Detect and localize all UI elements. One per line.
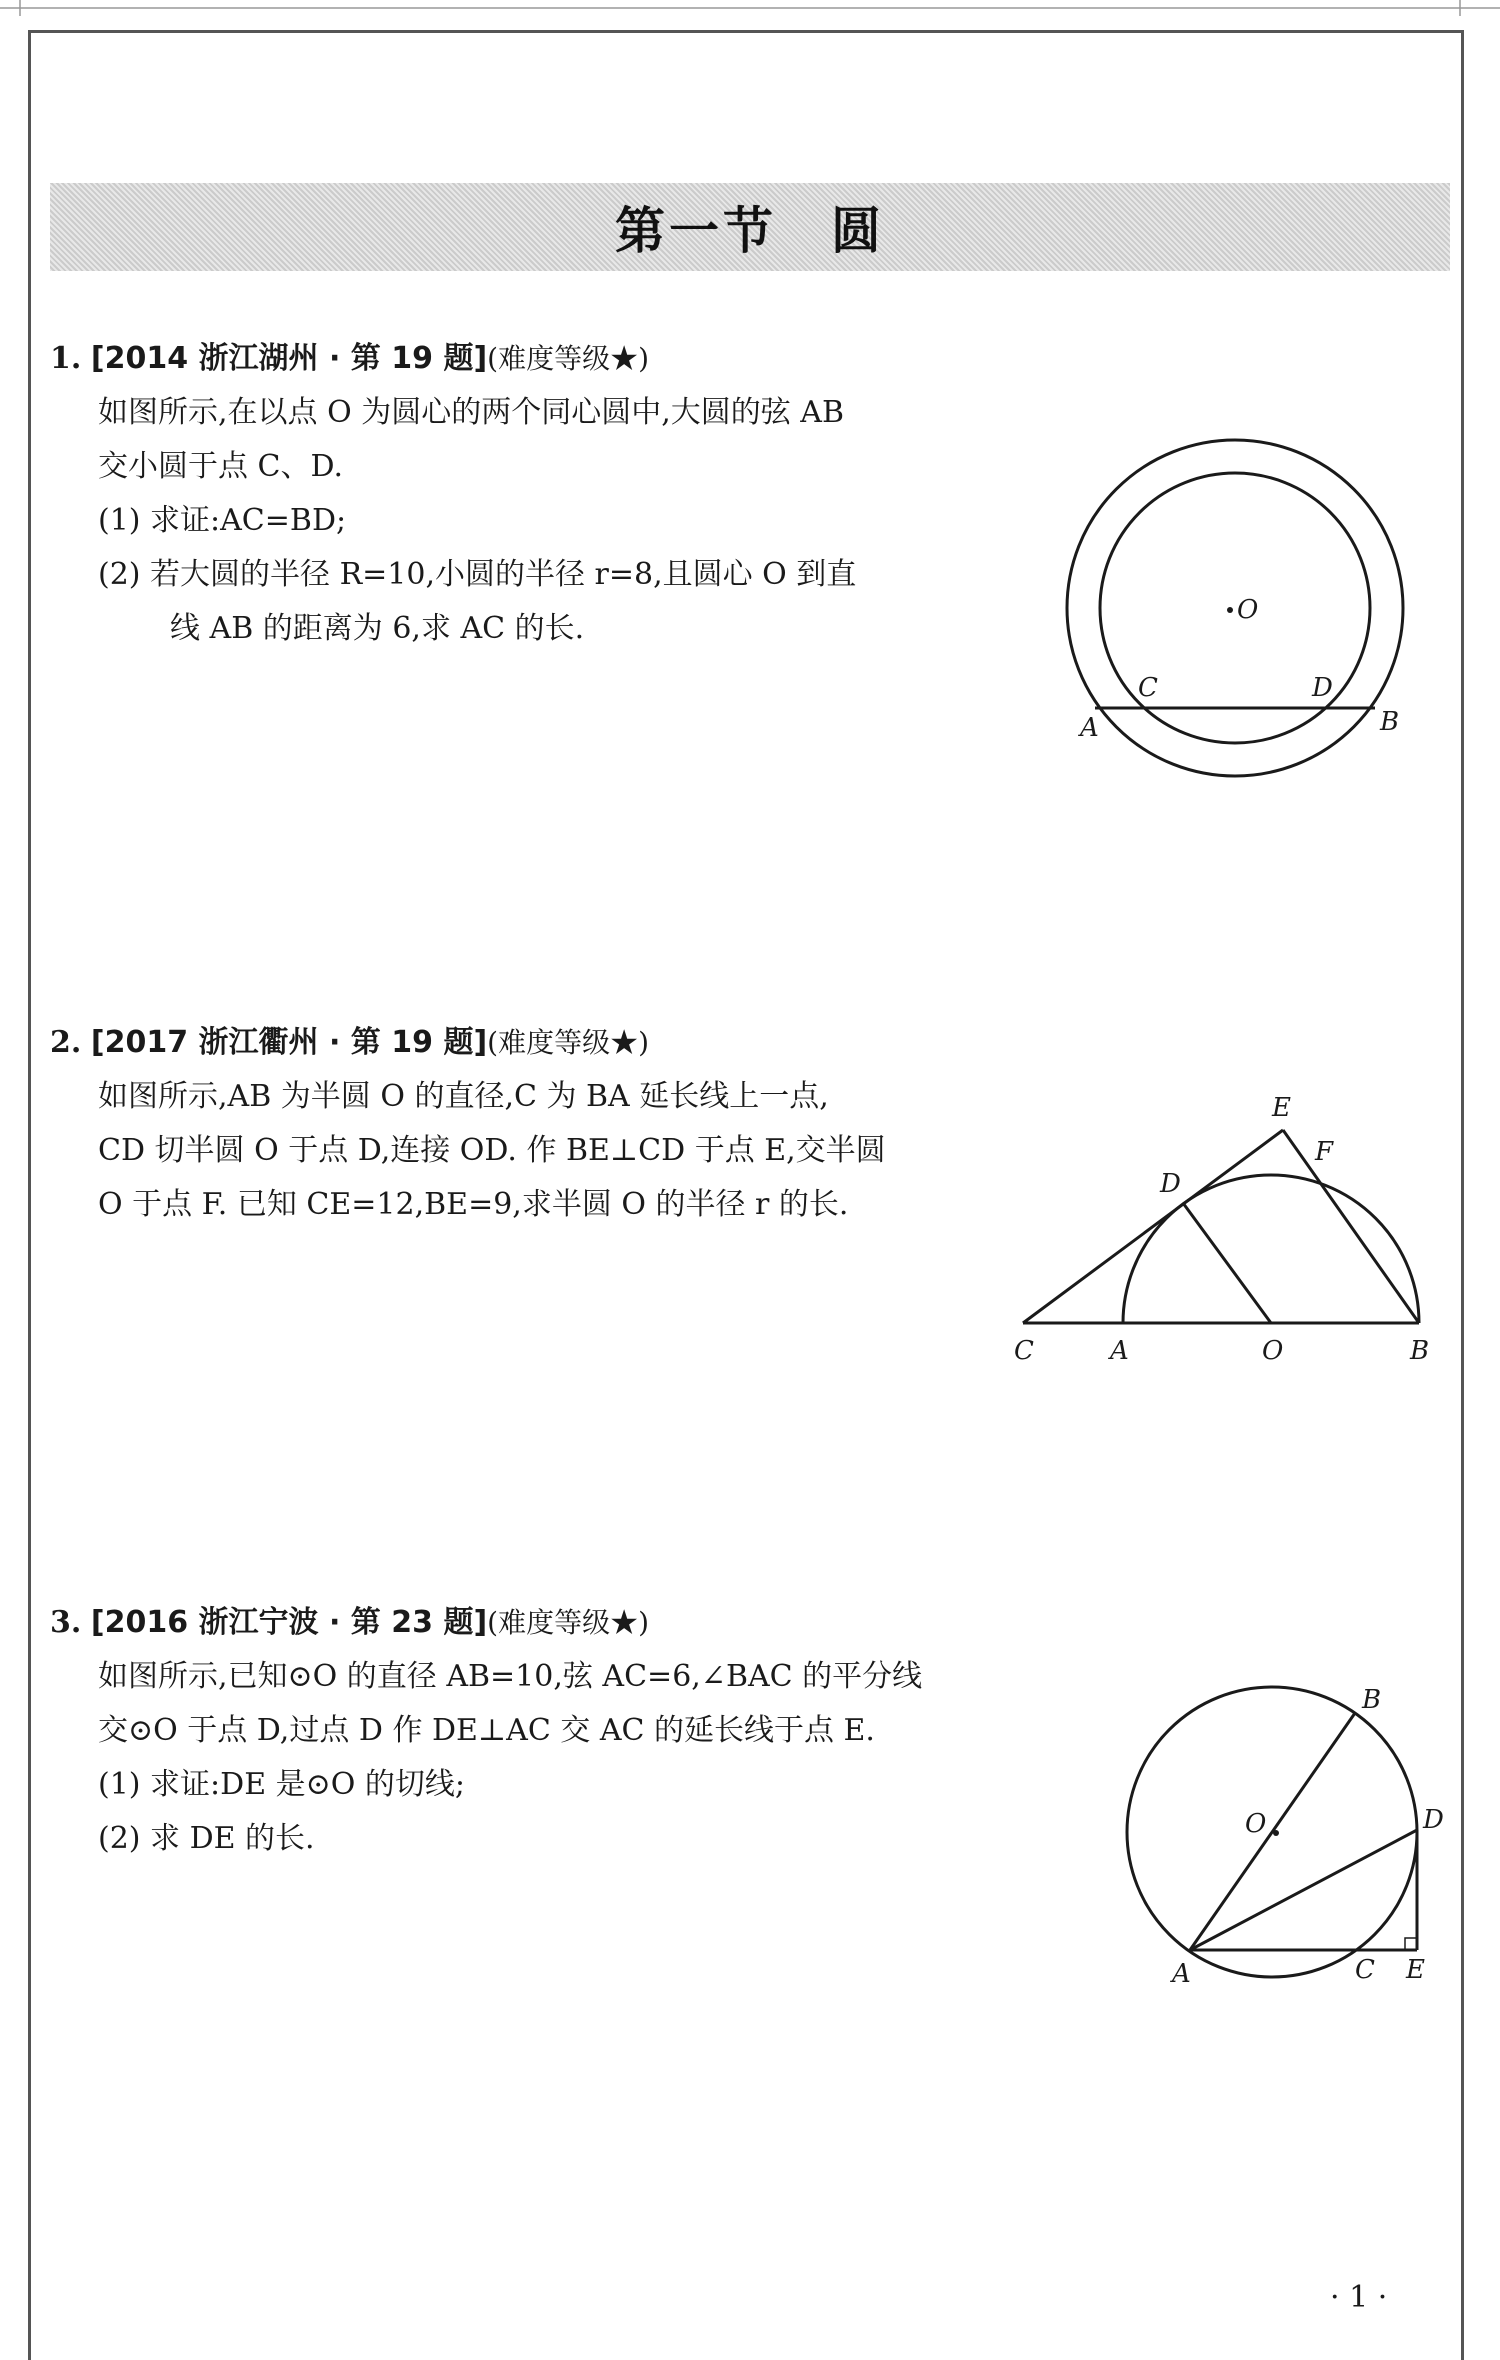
body-line: 如图所示,AB 为半圆 O 的直径,C 为 BA 延长线上一点, — [98, 1079, 829, 1114]
problem-2-body — [98, 1070, 1050, 1232]
center-dot — [1273, 1830, 1279, 1836]
figure-circle-bisector — [1100, 1660, 1460, 2000]
problem-1-body — [98, 386, 1050, 494]
problem-3-header — [50, 1596, 1050, 1650]
label-b: B — [1362, 1685, 1382, 1715]
label-d: D — [1423, 1805, 1444, 1835]
problem-2 — [50, 1016, 1050, 1232]
label-a: A — [1080, 713, 1099, 743]
problem-part-1: (1) 求证:AC=BD; — [98, 503, 347, 538]
problem-2-header — [50, 1016, 1050, 1070]
problem-number: 1. — [50, 341, 82, 376]
problem-3-body — [98, 1650, 1050, 1758]
label-c: C — [1014, 1336, 1034, 1366]
problem-number: 3. — [50, 1605, 82, 1640]
label-o: O — [1237, 595, 1259, 625]
top-rule — [0, 0, 1500, 30]
label-a: A — [1110, 1336, 1129, 1366]
problem-number: 2. — [50, 1025, 82, 1060]
difficulty-label: (难度等级★) — [487, 1606, 650, 1639]
tangent-line-ce — [1023, 1130, 1283, 1323]
label-o: O — [1245, 1809, 1267, 1839]
diameter-ab — [1190, 1713, 1355, 1950]
difficulty-label: (难度等级★) — [487, 342, 650, 375]
problem-3 — [50, 1596, 1050, 1866]
page-number: · 1 · — [1330, 2280, 1388, 2315]
problem-source: [2016 浙江宁波 · 第 23 题] — [90, 1605, 488, 1640]
figure-concentric-circles — [1050, 430, 1470, 790]
problem-source: [2014 浙江湖州 · 第 19 题] — [90, 341, 488, 376]
problem-1-header — [50, 332, 1050, 386]
problem-source: [2017 浙江衢州 · 第 19 题] — [90, 1025, 488, 1060]
label-d: D — [1312, 673, 1333, 703]
section-title-band — [50, 183, 1450, 271]
figure-semicircle-tangent — [1000, 1080, 1460, 1380]
body-line: 如图所示,已知⊙O 的直径 AB=10,弦 AC=6,∠BAC 的平分线 — [98, 1659, 923, 1694]
body-line: CD 切半圆 O 于点 D,连接 OD. 作 BE⊥CD 于点 E,交半圆 — [98, 1133, 886, 1168]
label-e: E — [1272, 1093, 1291, 1123]
line-be — [1283, 1130, 1419, 1323]
center-dot — [1227, 607, 1233, 613]
label-c: C — [1355, 1955, 1375, 1985]
problem-part-1: (1) 求证:DE 是⊙O 的切线; — [98, 1767, 466, 1802]
problem-part-2: (2) 求 DE 的长. — [98, 1821, 315, 1856]
body-line: 交⊙O 于点 D,过点 D 作 DE⊥AC 交 AC 的延长线于点 E. — [98, 1713, 875, 1748]
label-b: B — [1380, 707, 1400, 737]
outer-circle — [1067, 440, 1403, 776]
problem-part-2: (2) 若大圆的半径 R=10,小圆的半径 r=8,且圆心 O 到直 — [98, 557, 857, 592]
right-angle-mark — [1405, 1938, 1417, 1950]
difficulty-label: (难度等级★) — [487, 1026, 650, 1059]
label-c: C — [1138, 673, 1158, 703]
body-line: 如图所示,在以点 O 为圆心的两个同心圆中,大圆的弦 AB — [98, 395, 844, 430]
radius-od — [1183, 1203, 1271, 1323]
label-f: F — [1315, 1137, 1334, 1167]
section-title: 第一节 圆 — [615, 202, 885, 260]
problem-1 — [50, 332, 1050, 656]
label-o: O — [1262, 1336, 1284, 1366]
line-ad — [1190, 1830, 1417, 1950]
body-line: O 于点 F. 已知 CE=12,BE=9,求半圆 O 的半径 r 的长. — [98, 1187, 849, 1222]
label-d: D — [1160, 1169, 1181, 1199]
label-b: B — [1410, 1336, 1430, 1366]
body-line: 交小圆于点 C、D. — [98, 449, 344, 484]
label-e: E — [1406, 1955, 1425, 1985]
problem-part-2-continuation: 线 AB 的距离为 6,求 AC 的长. — [170, 611, 585, 646]
label-a: A — [1172, 1959, 1191, 1989]
